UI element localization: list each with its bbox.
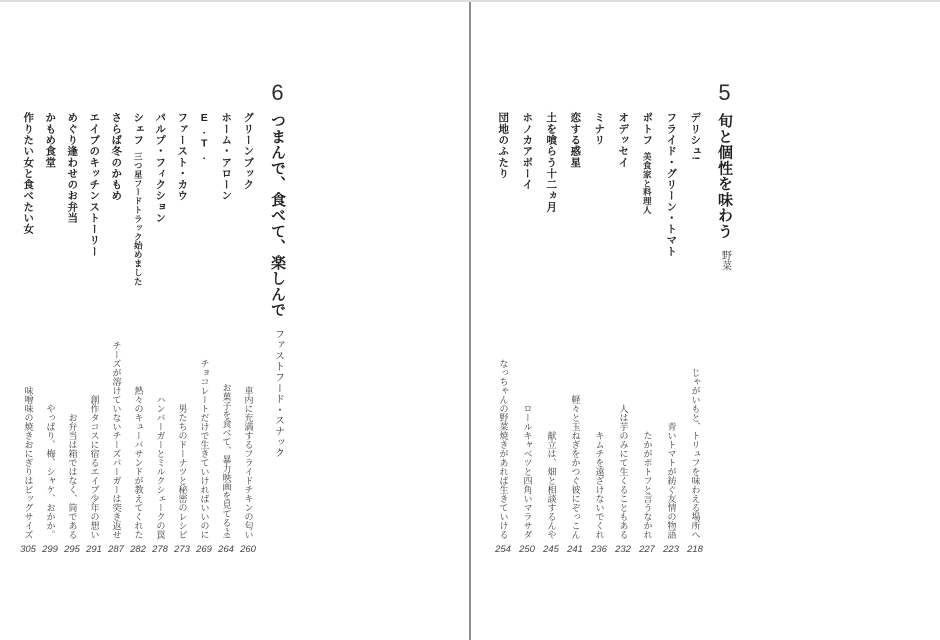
entry-title-text: エイブのキッチンストーリー <box>88 112 101 257</box>
entry-bottom <box>567 395 583 555</box>
entry-page-number: 282 <box>130 543 146 555</box>
entry-title <box>522 112 533 190</box>
entry-title <box>546 112 557 212</box>
entry-page-number: 232 <box>615 543 631 555</box>
entry-title <box>594 112 605 145</box>
chapter-6-number: 6 <box>271 80 284 105</box>
toc-entry <box>495 112 511 554</box>
entry-title-text: 作りたい女と食べたい女 <box>22 112 35 235</box>
toc-entry <box>639 112 655 554</box>
chapter-5-title: 旬と個性を味わう <box>716 113 733 239</box>
entry-title <box>642 112 653 215</box>
entry-page-number: 245 <box>543 543 559 555</box>
entry-title <box>133 112 144 286</box>
entry-subtitle: 青いトマトが紡ぐ友情の物語 <box>666 421 677 539</box>
entry-subtitle: お菓子を食べて、暴力映画を見てるよ! <box>221 382 232 539</box>
entry-subtitle: なっちゃんの野菜焼きがあれば生きていける <box>498 358 509 539</box>
entry-subtitle: たかがポトフと言うなかれ <box>642 430 653 539</box>
entry-page-number: 218 <box>687 543 703 555</box>
toc-entry <box>64 112 80 554</box>
entry-subtitle: お弁当は箱ではなく、筒である <box>67 412 78 539</box>
toc-entry <box>687 112 703 554</box>
entry-subtitle: 味噌味の焼きおにぎりはビッグサイズ <box>23 385 34 539</box>
toc-entry <box>196 112 212 554</box>
toc-entry <box>615 112 631 554</box>
entry-title <box>666 112 677 257</box>
entry-page-number: 273 <box>174 543 190 555</box>
entry-bottom <box>174 404 190 555</box>
entry-title-text: デリシュ! <box>689 112 702 161</box>
entry-title <box>690 112 701 161</box>
toc-entry <box>543 112 559 554</box>
entry-bottom <box>86 395 102 555</box>
entry-bottom <box>663 422 679 555</box>
entry-bottom <box>64 413 80 555</box>
toc-entry <box>240 112 256 554</box>
toc-entry <box>218 112 234 554</box>
entry-title-note: 美食家と料理人 <box>642 152 653 215</box>
toc-entries-chapter-5 <box>495 82 703 554</box>
entry-title-text: E.T. <box>198 112 211 163</box>
entry-title <box>243 112 254 190</box>
entry-title <box>45 112 56 168</box>
entry-bottom <box>20 386 36 555</box>
entry-subtitle: チョコレートだけで生きていければいいのに <box>199 358 210 539</box>
entry-bottom <box>218 383 234 554</box>
page-content-chapter-5 <box>471 2 804 640</box>
entry-bottom <box>108 341 124 555</box>
toc-entry <box>567 112 583 554</box>
entry-subtitle: 献立は、畑と相談するんや <box>546 430 557 539</box>
entry-page-number: 278 <box>152 543 168 555</box>
entry-title-note: 三つ星フードトラック始めました <box>133 152 144 287</box>
entry-bottom <box>196 359 212 555</box>
page-chapter-5 <box>471 2 940 640</box>
entry-title-text: かもめ食堂 <box>44 112 57 168</box>
entry-subtitle: 男たちのドーナツと秘密のレシピ <box>177 403 188 539</box>
entry-title <box>67 112 78 223</box>
entry-title-text: ミナリ <box>593 112 606 146</box>
entry-page-number: 227 <box>639 543 655 555</box>
toc-entry <box>152 112 168 554</box>
chapter-5-header <box>717 82 732 554</box>
entry-page-number: 295 <box>64 543 80 555</box>
entry-bottom <box>42 404 58 555</box>
entry-bottom <box>639 431 655 555</box>
entry-title <box>111 112 122 201</box>
entry-title-text: グリーンブック <box>242 112 255 190</box>
toc-entries-chapter-6 <box>20 82 256 554</box>
entry-title <box>177 112 188 201</box>
entry-bottom <box>495 359 511 555</box>
entry-title <box>221 112 232 201</box>
entry-bottom <box>615 404 631 555</box>
toc-entry <box>86 112 102 554</box>
chapter-6-category: ファストフード・スナック <box>272 328 284 459</box>
page-content-chapter-6 <box>0 2 393 640</box>
entry-title <box>199 112 210 163</box>
entry-subtitle: 熱々のキューバサンドが教えてくれた <box>133 385 144 539</box>
entry-bottom <box>519 404 535 555</box>
entry-subtitle: 人は芋のみにて生くることもある <box>618 403 629 539</box>
entry-page-number: 269 <box>196 543 212 555</box>
toc-entry <box>20 112 36 554</box>
entry-subtitle: じゃがいもと、トリュフを味わえる場所へ <box>690 367 701 539</box>
entry-title <box>618 112 629 168</box>
entry-page-number: 250 <box>519 543 535 555</box>
entry-page-number: 236 <box>591 543 607 555</box>
entry-title-text: シェフ <box>132 112 145 146</box>
entry-title <box>498 112 509 179</box>
entry-bottom <box>591 431 607 555</box>
page-chapter-6 <box>0 2 469 640</box>
entry-page-number: 291 <box>86 543 102 555</box>
entry-bottom <box>130 386 146 555</box>
toc-entry <box>42 112 58 554</box>
entry-title-text: 恋する惑星 <box>569 112 582 168</box>
toc-entry <box>591 112 607 554</box>
chapter-5-number: 5 <box>718 80 731 105</box>
entry-page-number: 223 <box>663 543 679 555</box>
toc-entry <box>663 112 679 554</box>
entry-bottom <box>543 431 559 555</box>
entry-title-text: 団地のふたり <box>497 112 510 179</box>
toc-entry <box>519 112 535 554</box>
chapter-6-header <box>270 82 285 554</box>
entry-page-number: 299 <box>42 543 58 555</box>
entry-title <box>155 112 166 223</box>
entry-title-text: パルプ・フィクション <box>154 112 167 224</box>
entry-page-number: 287 <box>108 543 124 555</box>
entry-subtitle: チーズが溶けていないチーズバーガーは突き返せ <box>111 340 122 539</box>
entry-title <box>570 112 581 168</box>
toc-entry <box>174 112 190 554</box>
entry-title-text: ファースト・カウ <box>176 112 189 202</box>
entry-subtitle: 車内に充満するフライドチキンの匂い <box>243 385 254 539</box>
entry-bottom <box>240 386 256 555</box>
entry-title-text: めぐり逢わせのお弁当 <box>66 112 79 224</box>
entry-page-number: 264 <box>218 543 234 555</box>
chapter-6-title: つまんで、食べて、楽しんで <box>269 113 286 318</box>
entry-page-number: 254 <box>495 543 511 555</box>
entry-title <box>89 112 100 257</box>
entry-title-text: オデッセイ <box>617 112 630 168</box>
entry-title <box>23 112 34 234</box>
entry-bottom <box>687 368 703 555</box>
entry-bottom <box>152 395 168 555</box>
entry-subtitle: キムチを遠ざけないでくれ <box>594 430 605 539</box>
entry-page-number: 305 <box>20 543 36 555</box>
entry-title-text: さらば冬のかもめ <box>110 112 123 202</box>
entry-title-text: ホノカアボーイ <box>521 112 534 190</box>
entry-page-number: 260 <box>240 543 256 555</box>
entry-subtitle: 創作タコスに宿るエイブ少年の想い <box>89 394 100 539</box>
entry-subtitle: ロールキャベツと四角いマラサダ <box>522 403 533 539</box>
chapter-5-category: 野菜 <box>719 250 731 272</box>
entry-title-text: ポトフ <box>641 112 654 146</box>
entry-subtitle: 軽々と玉ねぎをかつぐ彼にぞっこん <box>570 394 581 539</box>
entry-title-text: 土を喰らう十二ヵ月 <box>545 112 558 213</box>
toc-entry <box>130 112 146 554</box>
entry-subtitle: やっぱり、梅、シャケ、おかか。 <box>45 403 56 539</box>
toc-entry <box>108 112 124 554</box>
entry-title-text: フライド・グリーン・トマト <box>665 112 678 257</box>
entry-page-number: 241 <box>567 543 583 555</box>
entry-title-text: ホーム・アローン <box>220 112 233 202</box>
entry-subtitle: ハンバーガーとミルクシェークの罠 <box>155 394 166 539</box>
